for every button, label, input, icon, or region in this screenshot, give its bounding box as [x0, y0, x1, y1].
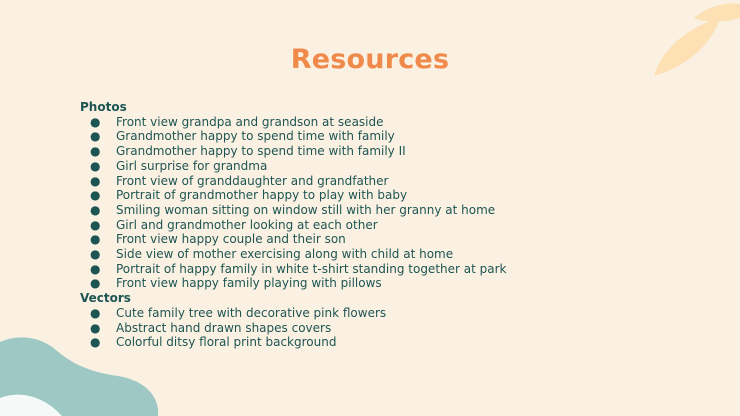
bullet-icon: ● — [90, 173, 101, 188]
section-heading-vectors: Vectors — [80, 291, 131, 306]
section-heading-photos: Photos — [80, 100, 127, 114]
list-item: ● Front view of granddaughter and grandfather — [90, 173, 389, 188]
list-item: ● Girl and grandmother looking at each other — [90, 217, 378, 232]
bullet-icon: ● — [90, 320, 101, 335]
resources-list — [80, 100, 720, 350]
list-item: ● Portrait of happy family in white t-shirt standing together at park — [90, 261, 507, 276]
vectors-list — [80, 306, 720, 350]
list-item: ● Side view of mother exercising along with child at home — [90, 247, 454, 262]
bullet-icon: ● — [90, 217, 101, 232]
photos-list — [80, 115, 720, 291]
page-title: Resources — [290, 44, 450, 75]
list-item: ● Abstract hand drawn shapes covers — [90, 320, 332, 335]
list-item: ● Front view grandpa and grandson at seaside — [90, 114, 384, 129]
list-item: ● Front view happy family playing with pillows — [90, 276, 382, 291]
bullet-icon: ● — [90, 188, 101, 203]
bullet-icon: ● — [90, 305, 101, 320]
list-item: ● Grandmother happy to spend time with family — [90, 129, 395, 144]
list-item: ● Girl surprise for grandma — [90, 158, 268, 173]
bullet-icon: ● — [90, 276, 101, 291]
bullet-icon: ● — [90, 158, 101, 173]
list-item: ● Colorful ditsy floral print background — [90, 335, 337, 350]
bullet-icon: ● — [90, 261, 101, 276]
list-item: ● Cute family tree with decorative pink flowers — [90, 305, 387, 320]
list-item: ● Grandmother happy to spend time with family II — [90, 144, 406, 159]
bullet-icon: ● — [90, 202, 101, 217]
list-item: ● Portrait of grandmother happy to play with baby — [90, 188, 408, 203]
bullet-icon: ● — [90, 232, 101, 247]
bullet-icon: ● — [90, 144, 101, 159]
bullet-icon: ● — [90, 129, 101, 144]
bullet-icon: ● — [90, 247, 101, 262]
list-item: ● Front view happy couple and their son — [90, 232, 346, 247]
bullet-icon: ● — [90, 114, 101, 129]
list-item: ● Smiling woman sitting on window still with her granny at home — [90, 202, 496, 217]
bullet-icon: ● — [90, 335, 101, 350]
